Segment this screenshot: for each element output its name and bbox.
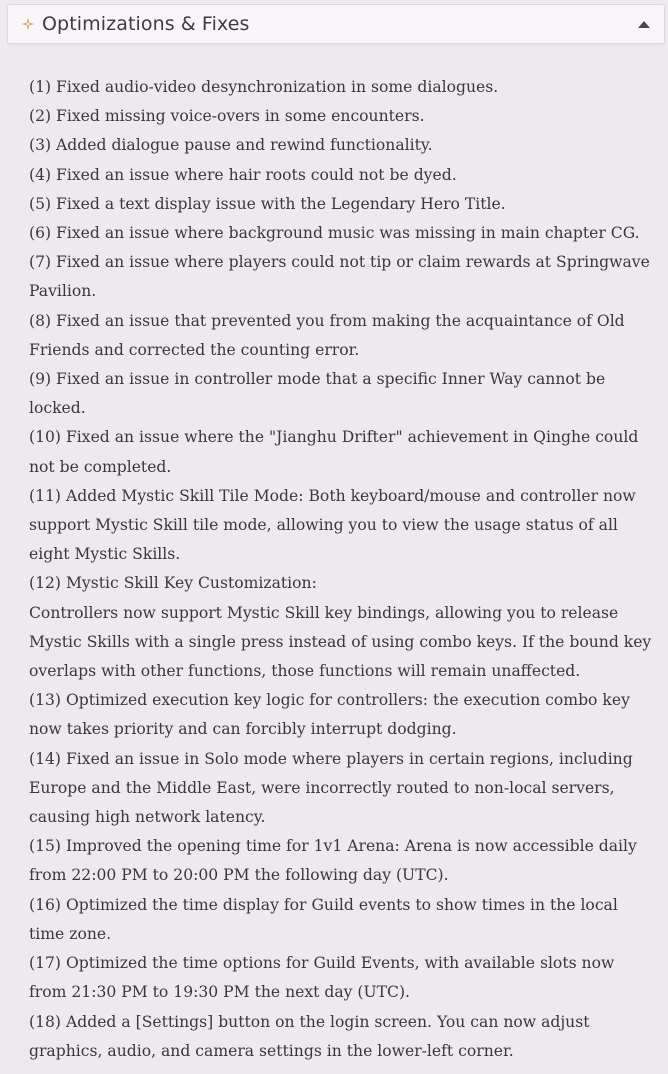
- caret-up-icon: [637, 19, 651, 29]
- patch-note-line: (9) Fixed an issue in controller mode that a specific Inner Way cannot be: [29, 370, 606, 389]
- patch-note-line: time zone.: [29, 924, 112, 943]
- patch-note-line: from 22:00 PM to 20:00 PM the following day (UTC).: [29, 866, 449, 885]
- patch-note-line: eight Mystic Skills.: [29, 545, 181, 564]
- patch-note-line: (16) Optimized the time display for Guild events to show times in the local: [29, 895, 618, 914]
- patch-notes-body: [29, 73, 652, 1066]
- patch-note-line: (18) Added a [Settings] button on the login screen. You can now adjust: [29, 1012, 590, 1031]
- patch-note-line: Controllers now support Mystic Skill key bindings, allowing you to release: [29, 603, 619, 622]
- patch-note-line: (5) Fixed a text display issue with the Legendary Hero Title.: [29, 194, 506, 213]
- patch-note-line: support Mystic Skill tile mode, allowing you to view the usage status of all: [29, 516, 618, 535]
- patch-note-line: not be completed.: [29, 457, 172, 476]
- patch-note-line: (6) Fixed an issue where background music was missing in main chapter CG.: [29, 224, 640, 243]
- section-title: Optimizations & Fixes: [42, 13, 250, 35]
- patch-note-line: (12) Mystic Skill Key Customization:: [29, 574, 317, 593]
- patch-note-line: (10) Fixed an issue where the "Jianghu Drifter" achievement in Qinghe could: [29, 428, 639, 447]
- patch-note-line: (1) Fixed audio-video desynchronization in some dialogues.: [29, 78, 499, 96]
- patch-note-line: causing high network latency.: [29, 808, 266, 827]
- patch-note-line: graphics, audio, and camera settings in the lower-left corner.: [29, 1041, 514, 1060]
- patch-note-line: from 21:30 PM to 19:30 PM the next day (UTC).: [29, 983, 411, 1002]
- patch-note-line: (3) Added dialogue pause and rewind functionality.: [29, 136, 433, 155]
- patch-note-line: (14) Fixed an issue in Solo mode where players in certain regions, including: [29, 749, 633, 768]
- patch-note-line: now takes priority and can forcibly interrupt dodging.: [29, 720, 457, 739]
- patch-note-line: (8) Fixed an issue that prevented you from making the acquaintance of Old: [29, 311, 625, 330]
- patch-note-line: (11) Added Mystic Skill Tile Mode: Both keyboard/mouse and controller now: [29, 486, 636, 505]
- patch-note-line: (4) Fixed an issue where hair roots could not be dyed.: [29, 165, 457, 184]
- patch-note-line: (7) Fixed an issue where players could not tip or claim rewards at Springwave: [29, 253, 650, 272]
- patch-note-line: locked.: [29, 399, 86, 418]
- patch-note-line: (15) Improved the opening time for 1v1 Arena: Arena is now accessible daily: [29, 837, 637, 856]
- patch-note-line: overlaps with other functions, those functions will remain unaffected.: [29, 662, 581, 681]
- patch-note-line: Europe and the Middle East, were incorrectly routed to non-local servers,: [29, 778, 615, 797]
- patch-note-line: Friends and corrected the counting error.: [29, 340, 360, 359]
- collapse-toggle[interactable]: [636, 17, 652, 31]
- patch-note-line: Mystic Skills with a single press instead of using combo keys. If the bound key: [29, 632, 652, 651]
- section-header[interactable]: [7, 4, 665, 44]
- patch-note-line: (13) Optimized execution key logic for controllers: the execution combo key: [29, 691, 630, 710]
- patch-note-line: (17) Optimized the time options for Guild Events, with available slots now: [29, 954, 615, 973]
- sparkle-icon: [21, 17, 35, 31]
- patch-note-line: (2) Fixed missing voice-overs in some encounters.: [29, 107, 425, 126]
- patch-note-line: Pavilion.: [29, 282, 97, 301]
